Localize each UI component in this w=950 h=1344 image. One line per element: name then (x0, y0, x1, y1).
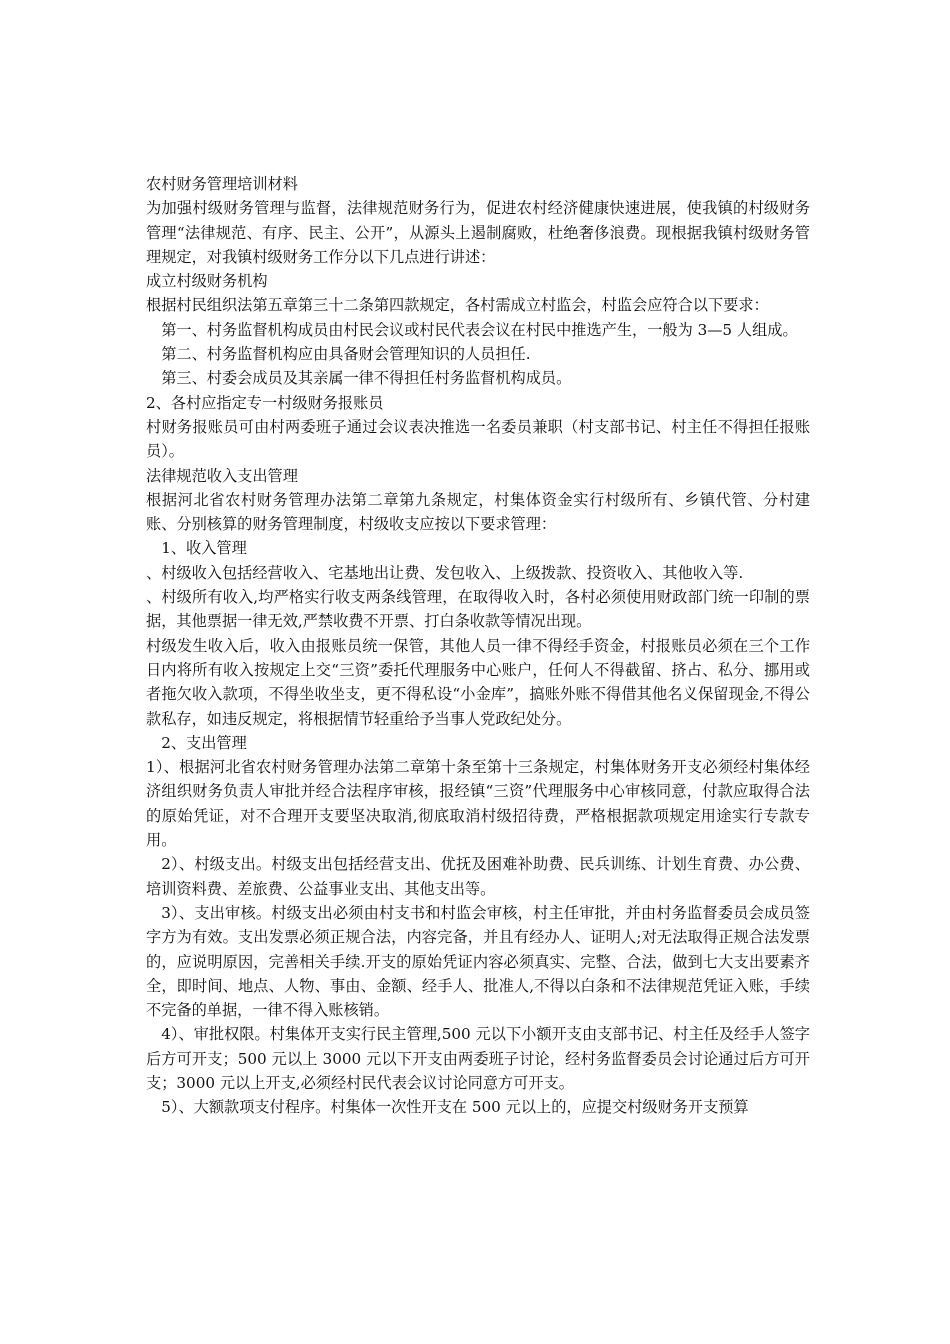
paragraph: 、村级收入包括经营收入、宅基地出让费、发包收入、上级拨款、投资收入、其他收入等. (146, 563, 744, 582)
subsection-heading: 1、收入管理 (161, 539, 247, 558)
paragraph: 根据村民组织法第五章第三十二条第四款规定，各村需成立村监会，村监会应符合以下要求： (146, 296, 769, 315)
list-item: 第一、村务监督机构成员由村民会议或村民代表会议在村民中推选产生，一般为 3—5 人组成。 (161, 320, 798, 339)
paragraph: 村财务报账员可由村两委班子通过会议表决推选一名委员兼职（村支部书记、村主任不得担任报账员）。 (146, 417, 810, 461)
intro-paragraph: 为加强村级财务管理与监督，法律规范财务行为，促进农村经济健康快速进展，使我镇的村级财务管理“法律规范、有序、民主、公开”，从源头上遏制腐败，杜绝奢侈浪费。现根据我镇村级财务管理规定，对我镇村级财务工作分以下几点进行讲述： (146, 199, 810, 266)
subsection-heading: 2、支出管理 (161, 733, 247, 752)
section-heading: 2、各村应指定专一村级财务报账员 (146, 393, 384, 412)
document-body (146, 172, 810, 1120)
paragraph: 、村级所有收入,均严格实行收支两条线管理，在取得收入时，各村必须使用财政部门统一印制的票据，其他票据一律无效,严禁收费不开票、打白条收款等情况出现。 (146, 588, 810, 631)
list-item: 第二、村务监督机构应由具备财会管理知识的人员担任. (161, 345, 531, 364)
paragraph: 村级发生收入后，收入由报账员统一保管，其他人员一律不得经手资金，村报账员必须在三个工作日内将所有收入按规定上交“三资”委托代理服务中心账户，任何人不得截留、挤占、私分、挪用或者拖欠收入款项，不得坐收坐支，更不得私设“小金库”，搞账外账不得借其他名义保留现金,不得公款私存，如违反规定，将根据情节轻重给予当事人党政纪处分。 (146, 636, 810, 728)
section-heading: 成立村级财务机构 (146, 272, 268, 291)
paragraph: 5）、大额款项支付程序。村集体一次性开支在 500 元以上的，应提交村级财务开支预算 (161, 1098, 749, 1117)
document-title: 农村财务管理培训材料 (146, 175, 298, 193)
section-heading: 法律规范收入支出管理 (146, 466, 298, 485)
paragraph: 3）、支出审核。村级支出必须由村支书和村监会审核，村主任审批，并由村务监督委员会成员签字方为有效。支出发票必须正规合法，内容完备，并且有经办人、证明人;对无法取得正规合法发票的，应说明原因，完善相关手续.开支的原始凭证内容必须真实、完整、合法，做到七大支出要素齐全，即时间、地点、人物、事由、金额、经手人、批准人,不得以白条和不法律规范凭证入账，手续不完备的单据，一律不得入账核销。 (146, 903, 810, 1020)
list-item: 第三、村委会成员及其亲属一律不得担任村务监督机构成员。 (161, 369, 572, 388)
paragraph: 4）、审批权限。村集体开支实行民主管理,500 元以下小额开支由支部书记、村主任及经手人签字后方可开支；500 元以上 3000 元以下开支由两委班子讨论，经村务监督委员会讨论通过后方可开支；3000 元以上开支,必须经村民代表会议讨论同意方可开支。 (146, 1025, 810, 1092)
paragraph: 根据河北省农村财务管理办法第二章第九条规定，村集体资金实行村级所有、乡镇代管、分村建账、分别核算的财务管理制度，村级收支应按以下要求管理： (146, 490, 810, 534)
paragraph: 2）、村级支出。村级支出包括经营支出、优抚及困难补助费、民兵训练、计划生育费、办公费、培训资料费、差旅费、公益事业支出、其他支出等。 (146, 855, 810, 898)
paragraph: 1）、根据河北省农村财务管理办法第二章第十条至第十三条规定，村集体财务开支必须经村集体经济组织财务负责人审批并经合法程序审核，报经镇“三资”代理服务中心审核同意，付款应取得合法的原始凭证，对不合理开支要坚决取消,彻底取消村级招待费，严格根据款项规定用途实行专款专用。 (146, 758, 810, 850)
